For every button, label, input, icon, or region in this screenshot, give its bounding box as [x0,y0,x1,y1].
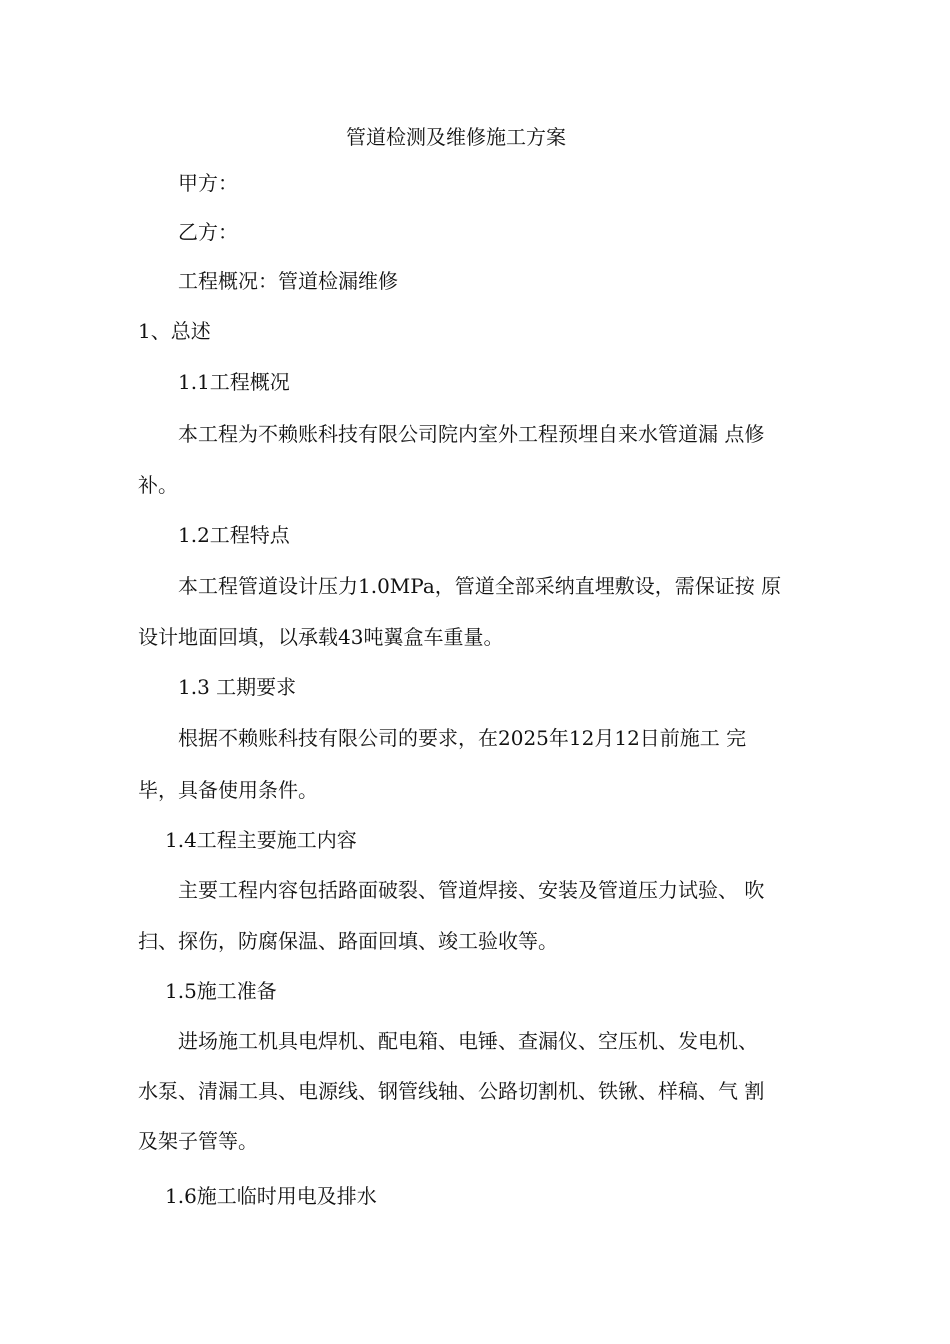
section-1-6-heading: 1.6施工临时用电及排水 [165,1184,377,1208]
section-1-4-heading: 1.4工程主要施工内容 [165,828,357,852]
document-title: 管道检测及维修施工方案 [346,125,566,149]
section-1-heading: 1、总述 [138,319,211,343]
section-1-3-text-line-1: 根据不赖账科技有限公司的要求，在2025年12月12日前施工 完 [178,726,747,750]
section-1-3-text-line-2: 毕，具备使用条件。 [138,778,318,802]
party-b-label: 乙方： [178,220,238,244]
section-1-2-text-line-1: 本工程管道设计压力1.0MPa，管道全部采纳直埋敷设，需保证按 原 [178,574,782,598]
party-a-label: 甲方： [178,171,238,195]
project-overview-line: 工程概况：管道检漏维修 [178,269,398,293]
section-1-4-text-line-1: 主要工程内容包括路面破裂、管道焊接、安装及管道压力试验、 吹 [178,878,765,902]
section-1-5-heading: 1.5施工准备 [165,979,277,1003]
section-1-2-heading: 1.2工程特点 [178,523,290,547]
section-1-5-text-line-2: 水泵、清漏工具、电源线、钢管线轴、公路切割机、铁锹、样稿、气 割 [138,1079,765,1103]
section-1-1-text-line-2: 补。 [138,473,178,497]
section-1-4-text-line-2: 扫、探伤，防腐保温、路面回填、竣工验收等。 [138,929,558,953]
section-1-2-text-line-2: 设计地面回填，以承载43吨翼盒车重量。 [138,625,504,649]
section-1-3-heading: 1.3 工期要求 [178,675,297,699]
section-1-5-text-line-3: 及架子管等。 [138,1129,258,1153]
section-1-1-heading: 1.1工程概况 [178,370,290,394]
section-1-5-text-line-1: 进场施工机具电焊机、配电箱、电锤、查漏仪、空压机、发电机、 [178,1029,758,1053]
section-1-1-text-line-1: 本工程为不赖账科技有限公司院内室外工程预埋自来水管道漏 点修 [178,422,765,446]
